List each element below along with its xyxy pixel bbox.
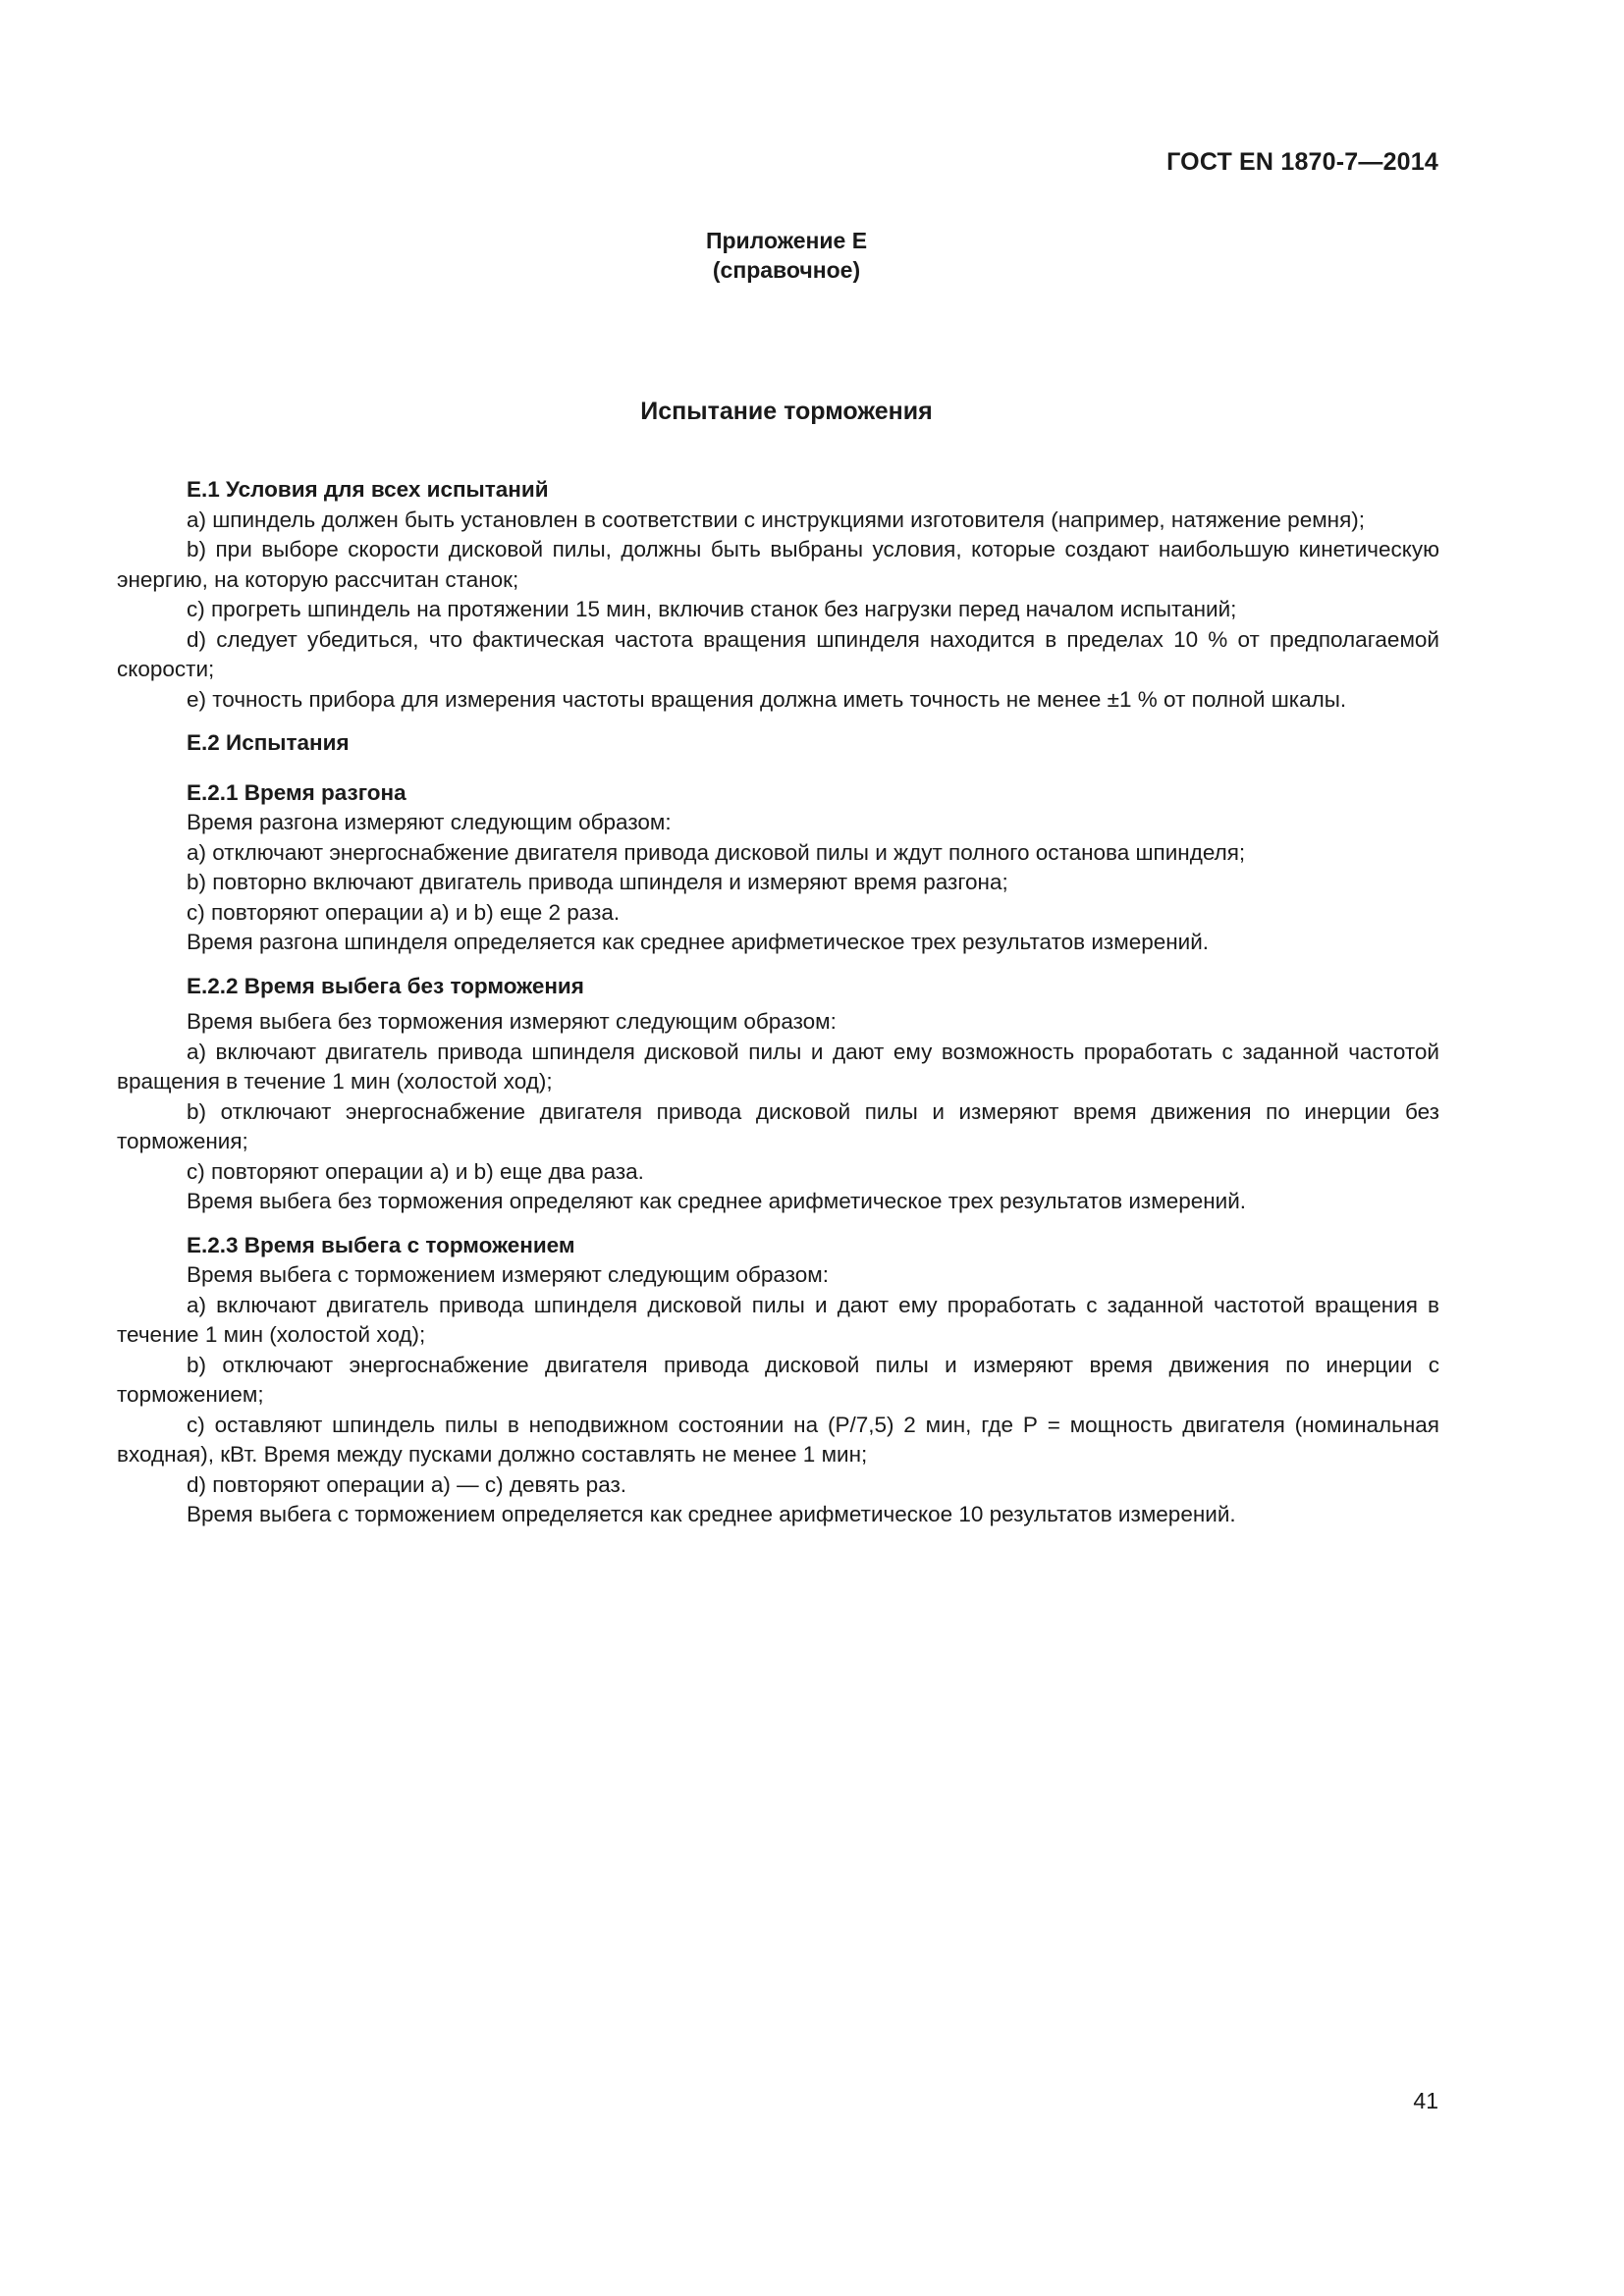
list-item: a) включают двигатель привода шпинделя дисковой пилы и дают ему проработать с заданной частотой вращения в течение 1 мин (холостой ход); [117, 1292, 1439, 1347]
list-item: c) оставляют шпиндель пилы в неподвижном состоянии на (Р/7,5) 2 мин, где Р = мощность двигателя (номинальная входная), кВт. Время между пусками должно составлять не менее 1 мин; [117, 1412, 1439, 1467]
section-heading-e1: Е.1 Условия для всех испытаний [187, 477, 549, 502]
page-number: 41 [1413, 2088, 1438, 2113]
section-heading-e22: Е.2.2 Время выбега без торможения [187, 973, 584, 998]
list-item: c) повторяют операции a) и b) еще два раза. [187, 1158, 644, 1184]
list-item: a) отключают энергоснабжение двигателя привода дисковой пилы и ждут полного останова шпинделя; [187, 839, 1246, 865]
section-heading-e2: Е.2 Испытания [187, 730, 350, 755]
section-conclusion: Время выбега без торможения определяют как среднее арифметическое трех результатов измерений. [187, 1189, 1247, 1213]
section-heading-e23: Е.2.3 Время выбега с торможением [187, 1232, 575, 1257]
section-intro: Время разгона измеряют следующим образом: [187, 810, 672, 834]
section-heading-e21: Е.2.1 Время разгона [187, 779, 406, 805]
list-item: b) при выборе скорости дисковой пилы, должны быть выбраны условия, которые создают наибольшую кинетическую энергию, на которую рассчитан станок; [117, 537, 1439, 592]
standard-designation: ГОСТ EN 1870-7—2014 [1166, 148, 1438, 176]
list-item: b) отключают энергоснабжение двигателя привода дисковой пилы и измеряют время движения по инерции с торможением; [117, 1352, 1439, 1407]
list-item: b) отключают энергоснабжение двигателя привода дисковой пилы и измеряют время движения по инерции без торможения; [117, 1098, 1439, 1153]
list-item: c) повторяют операции a) и b) еще 2 раза. [187, 899, 621, 925]
list-item: e) точность прибора для измерения частоты вращения должна иметь точность не менее ±1 % от полной шкалы. [187, 686, 1347, 712]
list-item: d) повторяют операции a) — c) девять раз. [187, 1471, 627, 1497]
document-body [117, 475, 1439, 1530]
section-conclusion: Время разгона шпинделя определяется как среднее арифметическое трех результатов измерений. [187, 930, 1210, 954]
list-item: d) следует убедиться, что фактическая частота вращения шпинделя находится в пределах 10 % от предполагаемой скорости; [117, 626, 1439, 681]
section-conclusion: Время выбега с торможением определяется как среднее арифметическое 10 результатов измерений. [187, 1502, 1236, 1526]
list-item: b) повторно включают двигатель привода шпинделя и измеряют время разгона; [187, 870, 1008, 894]
list-item: c) прогреть шпиндель на протяжении 15 мин, включив станок без нагрузки перед началом испытаний; [187, 597, 1237, 621]
section-intro: Время выбега без торможения измеряют следующим образом: [187, 1009, 837, 1034]
section-intro: Время выбега с торможением измеряют следующим образом: [187, 1262, 829, 1287]
list-item: a) шпиндель должен быть установлен в соответствии с инструкциями изготовителя (например, натяжение ремня); [187, 507, 1366, 532]
annex-label: Приложение Е [705, 228, 868, 253]
page-title: Испытание торможения [640, 398, 933, 425]
annex-heading [0, 226, 1573, 285]
list-item: a) включают двигатель привода шпинделя дисковой пилы и дают ему возможность проработать с заданной частотой вращения в течение 1 мин (холостой ход); [117, 1039, 1439, 1094]
annex-status: (справочное) [712, 257, 861, 283]
